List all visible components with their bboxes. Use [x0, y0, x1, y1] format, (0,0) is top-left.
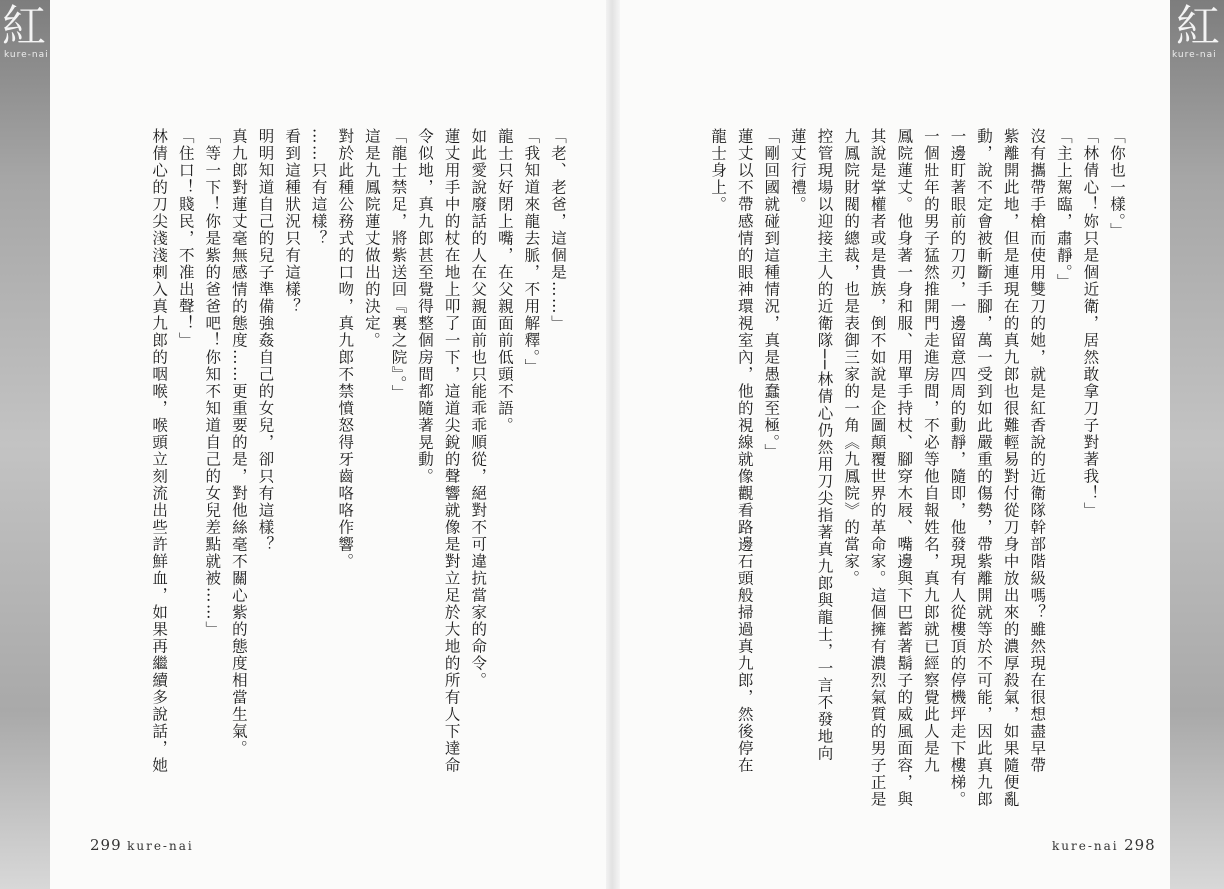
series-logo-romaji-right: kure-nai — [1172, 50, 1217, 60]
text-line: 看到這種狀況只有這樣？ — [283, 128, 302, 315]
text-line: 紫離開此地，但是連現在的真九郎也很難輕易對付從刀身中放出來的濃厚殺氣，如果隨便亂 — [1001, 128, 1020, 808]
text-line: 其說是掌權者或是貴族，倒不如說是企圖顛覆世界的革命家。這個擁有濃烈氣質的男子正是 — [868, 128, 887, 808]
text-line: 動，說不定會被斬斷手腳，萬一受到如此嚴重的傷勢，帶紫離開就等於不可能，因此真九郎 — [975, 128, 994, 808]
right-edge-band — [1170, 0, 1224, 889]
book-gutter — [606, 0, 620, 889]
text-line: 蓮丈用手中的杖在地上叩了一下，這道尖銳的聲響就像是對立足於大地的所有人下達命 — [442, 128, 461, 774]
text-line: 「你也一樣。」 — [1108, 128, 1126, 240]
right-page-footer — [1052, 836, 1156, 854]
text-line: 明明知道自己的兒子準備強姦自己的女兒，卻只有這樣？ — [256, 128, 275, 553]
text-line: 「等一下！你是紫的爸爸吧！你知不知道自己的女兒差點就被……」 — [203, 128, 222, 638]
text-line: 「我知道來龍去脈，不用解釋。」 — [522, 128, 541, 376]
text-line: 控管現場以迎接主人的近衛隊──林倩心仍然用刀尖指著真九郎與龍士，一言不發地向 — [815, 128, 834, 762]
text-line: 一邊盯著眼前的刀刃，一邊留意四周的動靜，隨即，他發現有人從樓頂的停機坪走下樓梯。 — [948, 128, 967, 808]
left-edge-band — [0, 0, 50, 889]
text-line: ……只有這樣？ — [309, 128, 328, 247]
running-title: kure-nai — [127, 839, 194, 853]
page-number: 298 — [1124, 836, 1156, 854]
text-line: 這是九鳳院蓮丈做出的決定。 — [362, 128, 381, 349]
text-line: 九鳳院財閥的總裁，也是表御三家的一角《九鳳院》的當家。 — [842, 128, 861, 587]
text-line: 蓮丈以不帶感情的眼神環視室內，他的視線就像觀看路邊石頭般掃過真九郎，然後停在 — [735, 128, 754, 774]
text-line: 鳳院蓮丈。他身著一身和服、用單手持杖、腳穿木屐、嘴邊與下巴蓄著鬍子的威風面容，與 — [895, 128, 914, 808]
right-page-text — [646, 128, 1130, 833]
text-line: 「剛回國就碰到這種情況，真是愚蠢至極。」 — [762, 128, 781, 461]
series-logo-romaji-left: kure-nai — [4, 50, 49, 60]
series-logo-right: 紅 — [1176, 1, 1220, 52]
text-line: 一個壯年的男子猛然推開門走進房間，不必等他自報姓名，真九郎就已經察覺此人是九 — [921, 128, 940, 774]
text-line: 對於此種公務式的口吻，真九郎不禁憤怒得牙齒咯咯作響。 — [336, 128, 355, 570]
text-line: 龍士只好閉上嘴，在父親面前低頭不語。 — [495, 128, 514, 434]
text-line: 「林倩心！妳只是個近衛，居然敢拿刀子對著我！」 — [1081, 128, 1100, 519]
left-page-text — [105, 128, 571, 833]
text-line: 「老、老爸，這個是……」 — [549, 128, 567, 332]
page-number: 299 — [90, 836, 122, 854]
running-title: kure-nai — [1052, 839, 1119, 853]
text-line: 「龍士禁足，將紫送回『裏之院』。」 — [389, 128, 408, 402]
text-line: 龍士身上。 — [709, 128, 728, 213]
text-line: 林倩心的刀尖淺淺刺入真九郎的咽喉，喉頭立刻流出些許鮮血，如果再繼續多說話，她 — [150, 128, 169, 774]
text-line: 真九郎對蓮丈毫無感情的態度……更重要的是，對他絲毫不關心紫的態度相當生氣。 — [229, 128, 248, 757]
left-page-footer — [90, 836, 194, 854]
text-line: 令似地，真九郎甚至覺得整個房間都隨著晃動。 — [416, 128, 435, 485]
text-line: 沒有攜帶手槍而使用雙刀的她，就是紅香說的近衛隊幹部階級嗎？雖然現在很想盡早帶 — [1028, 128, 1047, 774]
series-logo-left: 紅 — [2, 1, 46, 52]
text-line: 如此愛說廢話的人在父親面前也只能乖乖順從，絕對不可違抗當家的命令。 — [469, 128, 488, 689]
text-line: 「住口！賤民，不准出聲！」 — [176, 128, 195, 349]
text-line: 蓮丈行禮。 — [788, 128, 807, 213]
text-line: 「主上駕臨，肅靜。」 — [1054, 128, 1073, 291]
